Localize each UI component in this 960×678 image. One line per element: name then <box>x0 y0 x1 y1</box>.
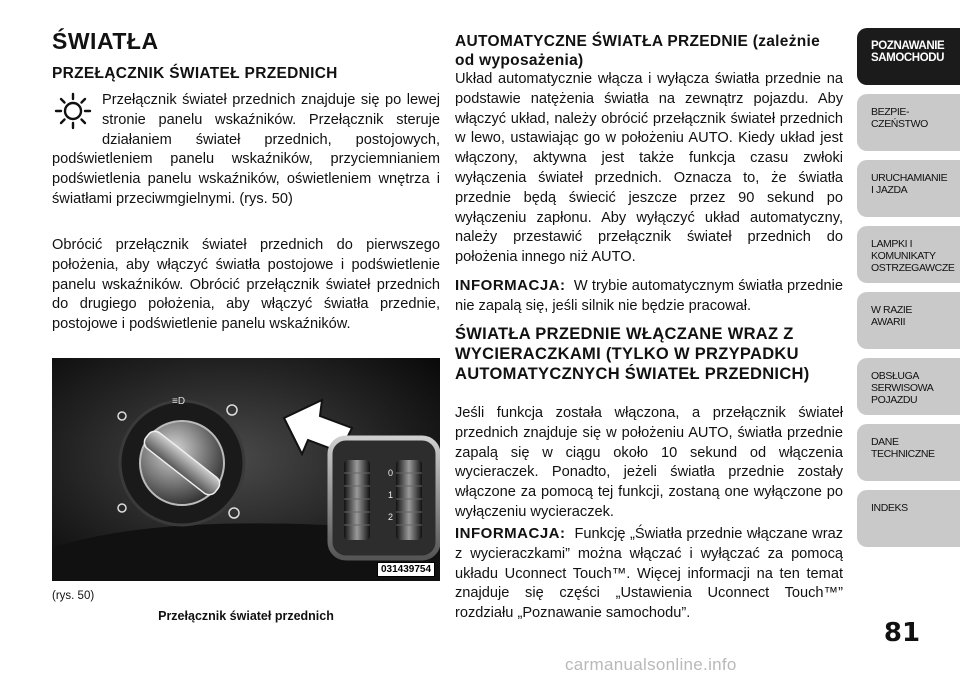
tab-uruchamianie-i-jazda[interactable]: URUCHAMIANIE I JAZDA <box>857 160 960 217</box>
page-number: 81 <box>883 618 921 648</box>
tab-dane-techniczne[interactable]: DANE TECHNICZNE <box>857 424 960 481</box>
tab-obsluga-serwisowa[interactable]: OBSŁUGA SERWISOWA POJAZDU <box>857 358 960 415</box>
headlight-switch-photo <box>52 358 440 581</box>
info-note-2: INFORMACJA: Funkcję „Światła przednie włączane wraz z wycieraczkami” można włączać i wyłączać za pomocą układu Uconnect Touch™. Więcej informacji na ten temat znajduje się części „Ustawienia Uconnect Touch™” rozdziału „Poznawanie samochodu”. <box>455 525 843 622</box>
tab-lampki-i-komunikaty[interactable]: LAMPKI I KOMUNIKATY OSTRZEGAWCZE <box>857 226 960 283</box>
paragraph-switch-location: Przełącznik świateł przednich znajduje się po lewej stronie panelu wskaźników. Przełącznik steruje działaniem świateł przednich, postojowych, podświetleniem panelu wskaźników, przyciemnianiem podświetlenia panelu wskaźników, oświetleniem wnętrza i światłami przeciwmgielnymi. (rys. 50) <box>52 92 440 207</box>
wheel-mark-2: 2 <box>388 512 394 522</box>
figure-label: (rys. 50) <box>52 590 95 602</box>
paragraph-automatic-headlights: Układ automatycznie włącza i wyłącza światła przednie na podstawie natężenia światła na zewnątrz pojazdu. Aby włączyć układ, należy obrócić przełącznik świateł przednich w lewo, ustawiając go w położeniu AUTO. Kiedy układ jest włączony, aktywna jest także funkcja czasu zwłoki wyłączenia świateł przednich. Oznacza to, że światła przednie będą świecić jeszcze przez 90 sekund po wyłączeniu zapłonu. Aby wyłączyć układ automatyczny, należy przestawić przełącznik świateł przednich do położenia innego niż AUTO. <box>455 71 843 266</box>
wheel-mark-1: 1 <box>388 490 394 500</box>
info-note-1: INFORMACJA: W trybie automatycznym światła przednie nie zapalą się, jeśli silnik nie będzie pracował. <box>455 277 843 314</box>
heading-automatic-headlights: AUTOMATYCZNE ŚWIATŁA PRZEDNIE (zależnie od wyposażenia) <box>455 33 821 69</box>
svg-text:≡D: ≡D <box>172 396 186 407</box>
info-label-2: INFORMACJA: <box>455 525 566 542</box>
chapter-sidebar <box>857 28 960 556</box>
tab-poznawanie-samochodu[interactable]: POZNAWANIE SAMOCHODU <box>857 28 960 85</box>
figure-code: 031439754 <box>377 562 435 577</box>
heading-wiper-headlights: ŚWIATŁA PRZEDNIE WŁĄCZANE WRAZ Z WYCIERACZKAMI (TYLKO W PRZYPADKU AUTOMATYCZNYCH ŚWIATEŁ PRZEDNICH) <box>455 325 810 383</box>
tab-bezpieczenstwo[interactable]: BEZPIE- CZEŃSTWO <box>857 94 960 151</box>
watermark: carmanualsonline.info <box>565 655 737 674</box>
tab-indeks[interactable]: INDEKS <box>857 490 960 547</box>
figure-caption: Przełącznik świateł przednich <box>158 609 334 623</box>
section-title: ŚWIATŁA <box>52 28 159 54</box>
wheel-mark-0: 0 <box>388 468 394 478</box>
tab-w-razie-awarii[interactable]: W RAZIE AWARII <box>857 292 960 349</box>
subsection-title: PRZEŁĄCZNIK ŚWIATEŁ PRZEDNICH <box>52 65 338 82</box>
paragraph-switch-positions: Obrócić przełącznik świateł przednich do pierwszego położenia, aby włączyć światła postojowe i podświetlenie panelu wskaźników. Obrócić przełącznik świateł przednich do drugiego położenia, aby włączyć światła przednie, postojowe i podświetlenie panelu wskaźników. <box>52 237 440 333</box>
paragraph-wiper-headlights: Jeśli funkcja została włączona, a przełącznik świateł przednich znajduje się w położeniu AUTO, światła przednie zapalą się w ciągu około 10 sekund od włączenia wycieraczek. Ponadto, jeżeli światła przednie zostały włączone za pomocą tej funkcji, zostaną one wyłączone po wyłączeniu wycieraczek. <box>455 405 843 520</box>
info-label-1: INFORMACJA: <box>455 277 566 294</box>
